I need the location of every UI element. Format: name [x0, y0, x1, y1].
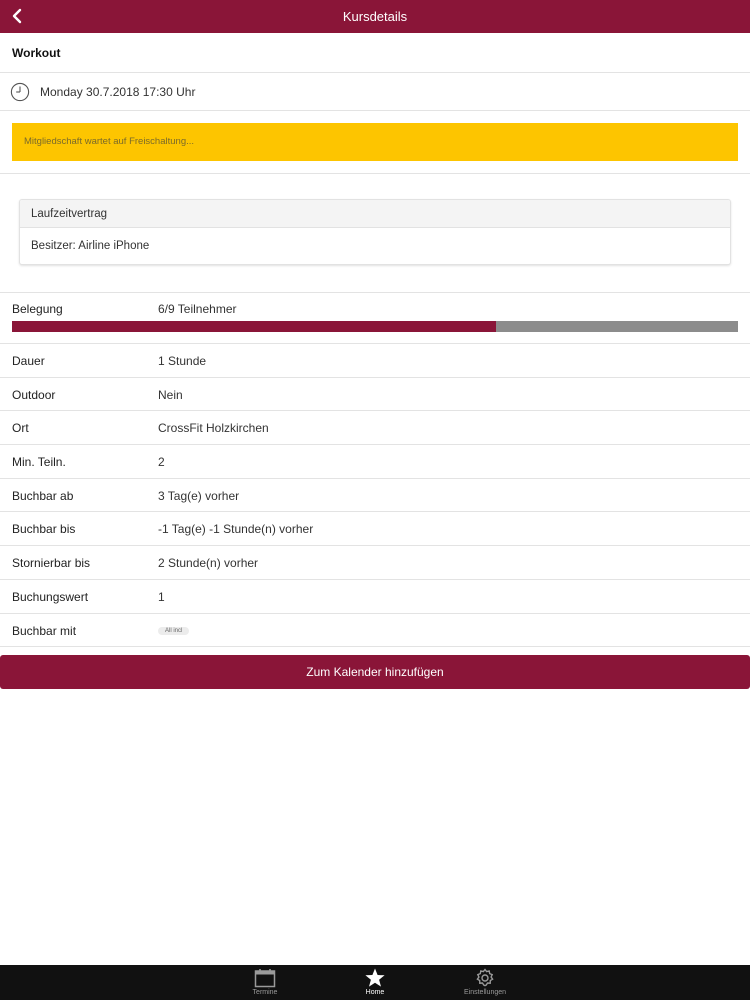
detail-value: Nein [158, 387, 183, 402]
add-to-calendar-button[interactable]: Zum Kalender hinzufügen [0, 655, 750, 689]
membership-pending-alert: Mitgliedschaft wartet auf Freischaltung... [12, 123, 738, 161]
detail-value: 2 Stunde(n) vorher [158, 556, 259, 571]
detail-value: 1 [158, 589, 165, 604]
contract-title: Laufzeitvertrag [20, 200, 730, 228]
detail-value: 2 [158, 455, 165, 470]
tab-label: Termine [252, 989, 278, 996]
contract-card [19, 199, 731, 265]
divider [0, 72, 750, 73]
detail-row-cancellable-until [0, 546, 750, 580]
detail-value: -1 Tag(e) -1 Stunde(n) vorher [158, 522, 314, 537]
course-details-list [0, 344, 750, 647]
nav-bar [0, 0, 750, 33]
occupancy-progress-bar [12, 321, 738, 332]
detail-label: Dauer [12, 354, 45, 368]
tab-einstellungen[interactable] [450, 965, 520, 1000]
membership-chip: All incl [158, 627, 189, 635]
detail-label: Ort [12, 421, 29, 436]
detail-label: Outdoor [12, 387, 56, 402]
detail-label: Stornierbar bis [12, 556, 91, 571]
clock-icon [10, 82, 30, 102]
tab-bar [0, 965, 750, 1000]
tab-termine[interactable] [230, 965, 300, 1000]
detail-label: Buchungswert [12, 589, 89, 604]
detail-label: Buchbar ab [12, 488, 74, 503]
detail-label: Buchbar mit [12, 623, 77, 638]
tab-label: Home [365, 989, 385, 996]
occupancy-label: Belegung [12, 302, 63, 316]
detail-row-bookable-until [0, 512, 750, 546]
contract-owner: Besitzer: Airline iPhone [31, 240, 150, 252]
detail-label: Min. Teiln. [12, 455, 66, 470]
course-name: Workout [12, 46, 61, 60]
occupancy-progress-fill [12, 321, 496, 332]
tab-home[interactable] [340, 965, 410, 1000]
detail-row-outdoor [0, 378, 750, 412]
calendar-icon [254, 968, 276, 988]
detail-label: Buchbar bis [12, 522, 76, 537]
occupancy-value: 6/9 Teilnehmer [158, 302, 237, 316]
detail-value: 1 Stunde [158, 354, 207, 368]
page-title: Kursdetails [342, 9, 408, 24]
detail-row-duration [0, 344, 750, 378]
star-icon [364, 968, 386, 988]
divider [0, 110, 750, 111]
divider [0, 173, 750, 174]
detail-row-bookable-with [0, 614, 750, 648]
detail-row-min-participants [0, 445, 750, 479]
detail-value: 3 Tag(e) vorher [158, 488, 240, 503]
course-datetime: Monday 30.7.2018 17:30 Uhr [40, 85, 196, 99]
tab-label: Einstellungen [463, 989, 507, 996]
divider [0, 292, 750, 293]
detail-value: CrossFit Holzkirchen [158, 421, 269, 436]
detail-row-bookable-from [0, 479, 750, 513]
detail-row-booking-value [0, 580, 750, 614]
gear-icon [474, 968, 496, 988]
detail-row-location [0, 411, 750, 445]
